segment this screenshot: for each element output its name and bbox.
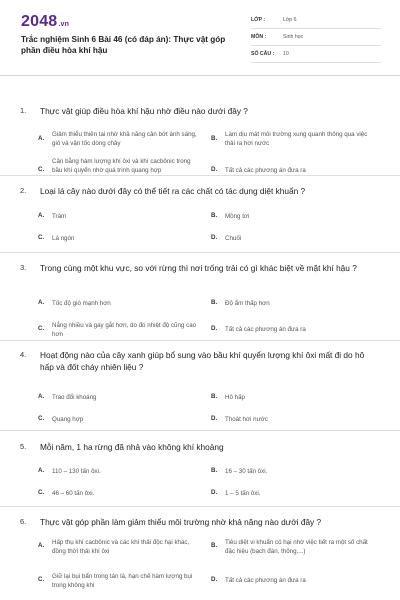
- option-text: Tiêu diệt vi khuẩn có hại nhờ việc tiết ra một số chất đặc hiệu (bạch đàn, thông,...): [225, 539, 368, 555]
- question-text: Thực vật giúp điều hòa khí hậu nhờ điều nào dưới đây ?: [40, 106, 248, 116]
- question-number: 3.: [20, 263, 27, 272]
- logo-main: 2048: [21, 13, 58, 30]
- meta-key: MÔN :: [251, 34, 267, 40]
- option-letter: D.: [211, 576, 218, 583]
- option-text: Hấp thụ khí cacbônic và các khí thải độc hại khác, đồng thời thải khí ôxi: [52, 539, 190, 555]
- option-text: Chuối: [225, 235, 242, 242]
- divider: [0, 340, 400, 341]
- option-letter: C.: [38, 576, 45, 583]
- question-number: 6.: [20, 517, 27, 526]
- option-letter: A.: [38, 299, 45, 306]
- option-letter: C.: [38, 489, 45, 496]
- option-letter: B.: [211, 467, 218, 474]
- option-letter: A.: [38, 542, 45, 549]
- page-header: [0, 0, 400, 76]
- divider: [0, 175, 400, 176]
- option-text: Quang hợp: [52, 416, 84, 423]
- option-text: Hô hấp: [225, 394, 245, 401]
- option-letter: A.: [38, 212, 45, 219]
- option-letter: D.: [211, 489, 218, 496]
- meta-row-count: [251, 46, 381, 63]
- option-text: Tất cả các phương án đưa ra: [225, 577, 306, 584]
- meta-value: Sinh học: [283, 34, 304, 40]
- meta-value: Lớp 6: [283, 17, 297, 23]
- option-text: Tràm: [52, 213, 67, 220]
- option-letter: A.: [38, 393, 45, 400]
- option-letter: B.: [211, 212, 218, 219]
- option-text: Độ ẩm thấp hơn: [225, 300, 270, 307]
- question-number: 4.: [20, 350, 27, 359]
- divider: [0, 252, 400, 253]
- meta-key: SỐ CÂU :: [251, 51, 275, 57]
- meta-row-grade: [251, 12, 381, 29]
- option-letter: B.: [211, 542, 218, 549]
- question-1: [20, 106, 382, 186]
- site-logo[interactable]: [21, 13, 69, 31]
- option-text: 110 – 130 tấn ôxi.: [52, 468, 101, 475]
- meta-table: [251, 12, 381, 63]
- document-title: Trắc nghiệm Sinh 6 Bài 46 (có đáp án): Thực vật góp phần điều hòa khí hậu: [21, 35, 226, 55]
- logo-suffix: .vn: [58, 21, 70, 28]
- option-text: Lá ngón: [52, 235, 75, 242]
- option-text: Tất cả các phương án đưa ra: [225, 326, 306, 333]
- meta-key: LỚP :: [251, 17, 266, 23]
- option-text: Làm dịu mát môi trường xung quanh thông qua việc thải ra hơi nước: [225, 131, 368, 147]
- option-text: Tất cả các phương án đưa ra: [225, 167, 306, 174]
- meta-row-subject: [251, 29, 381, 46]
- question-2: [20, 186, 382, 246]
- option-text: Trao đổi khoáng: [52, 394, 97, 401]
- option-letter: B.: [211, 135, 218, 142]
- option-text: 46 – 60 tấn ôxi.: [52, 490, 95, 497]
- question-4: [20, 350, 382, 430]
- question-number: 5.: [20, 442, 27, 451]
- question-text: Thực vật góp phần làm giảm thiểu môi trường nhờ khả năng nào dưới đây ?: [40, 517, 322, 527]
- question-text: Mỗi năm, 1 ha rừng đã nhả vào không khí khoảng: [40, 442, 224, 452]
- option-letter: C.: [38, 325, 45, 332]
- option-text: Tốc độ gió mạnh hơn: [52, 300, 111, 307]
- question-3: [20, 263, 382, 348]
- option-text: Giữ lại bụi bẩn trong tán lá, hạn chế hàm lượng bụi trong không khí: [52, 573, 193, 589]
- option-letter: C.: [38, 234, 45, 241]
- option-letter: B.: [211, 299, 218, 306]
- question-5: [20, 442, 382, 504]
- meta-value: 10: [283, 51, 289, 57]
- option-letter: A.: [38, 467, 45, 474]
- option-letter: B.: [211, 393, 218, 400]
- divider: [0, 430, 400, 431]
- option-letter: D.: [211, 415, 218, 422]
- option-text: Giảm thiểu thiên tai nhờ khả năng cản bớt ánh sáng, gió và vận tốc dòng chảy: [52, 131, 197, 147]
- divider: [0, 506, 400, 507]
- question-text: Hoạt động nào của cây xanh giúp bổ sung vào bầu khí quyển lượng khí ôxi mất đi do hô hấp và đốt cháy nhiên liệu ?: [40, 350, 365, 372]
- question-text: Trong cùng một khu vực, so với rừng thì nơi trống trải có gì khác biệt về mặt khí hậu ?: [40, 263, 357, 273]
- option-letter: A.: [38, 135, 45, 142]
- question-number: 1.: [20, 106, 27, 115]
- option-letter: D.: [211, 325, 218, 332]
- option-text: Nắng nhiều và gay gắt hơn, do đó nhiệt độ cũng cao hơn: [52, 322, 197, 338]
- option-letter: D.: [211, 234, 218, 241]
- option-text: 16 – 30 tấn ôxi.: [225, 468, 268, 475]
- question-text: Loại lá cây nào dưới đây có thể tiết ra các chất có tác dụng diệt khuẩn ?: [40, 186, 306, 196]
- option-text: Mồng tơi: [225, 213, 250, 220]
- question-6: [20, 517, 382, 600]
- option-letter: D.: [211, 166, 218, 173]
- question-number: 2.: [20, 186, 27, 195]
- option-letter: C.: [38, 415, 45, 422]
- option-text: Cân bằng hàm lượng khí ôxi và khí cacbônic trong bầu khí quyển nhờ quá trình quang hợp: [52, 158, 191, 174]
- option-text: 1 – 5 tấn ôxi.: [225, 490, 261, 497]
- option-text: Thoát hơi nước: [225, 416, 268, 423]
- option-letter: C.: [38, 166, 45, 173]
